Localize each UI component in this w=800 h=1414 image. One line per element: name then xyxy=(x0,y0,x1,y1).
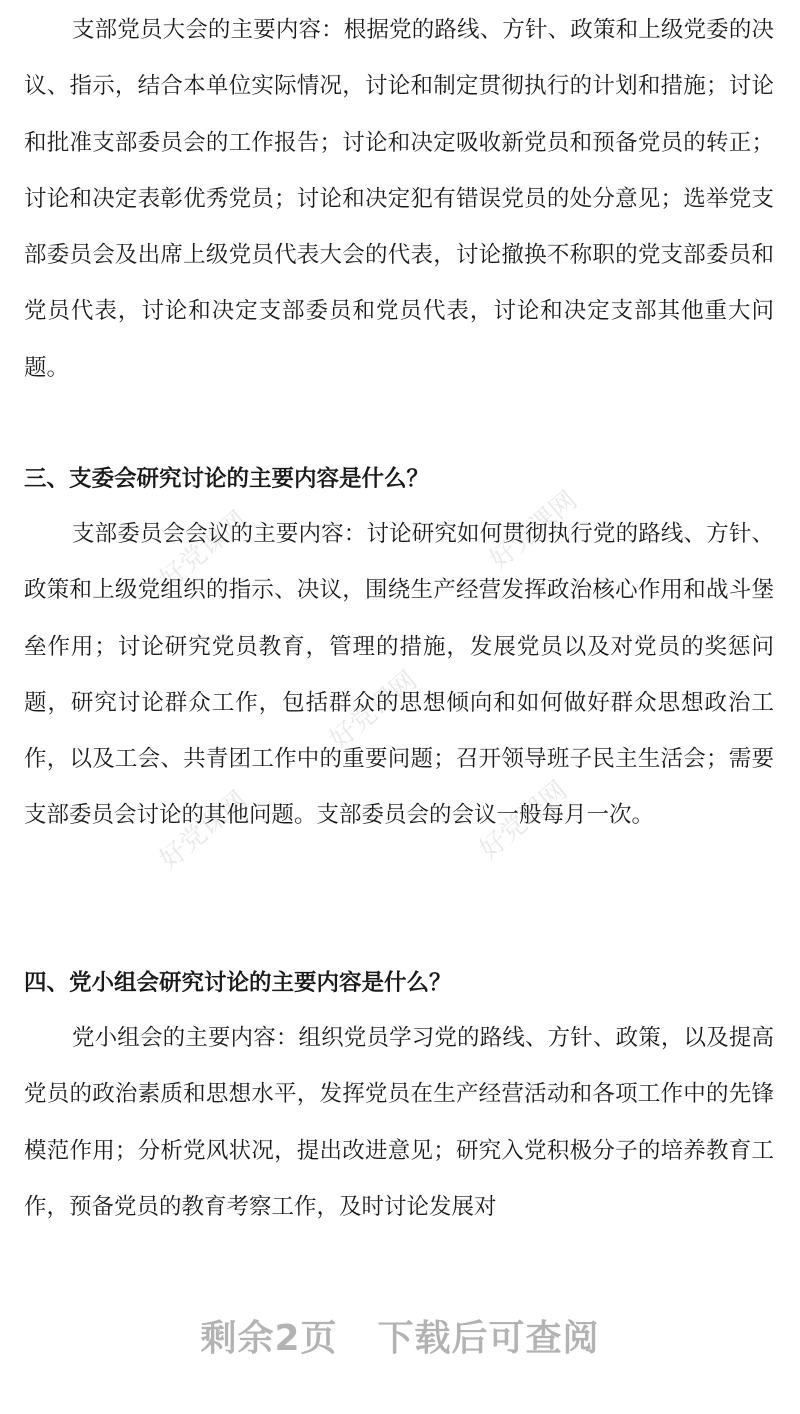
download-prompt[interactable] xyxy=(0,1310,800,1361)
watermark-text: 好党课网 xyxy=(154,785,254,876)
paragraph-committee-meeting: 支部委员会会议的主要内容：讨论研究如何贯彻执行党的路线、方针、政策和上级党组织的指示、决议，围绕生产经营发挥政治核心作用和战斗堡垒作用；讨论研究党员教育，管理的措施，发展党员以及对党员的奖惩问题，研究讨论群众工作，包括群众的思想倾向和如何做好群众思想政治工作，以及工会、共青团工作中的重要问题；召开领导班子民主生活会；需要支部委员会讨论的其他问题。支部委员会的会议一般每月一次。 xyxy=(24,521,774,829)
watermark-text: 好党课网 xyxy=(474,775,574,866)
section-heading-committee: 三、支委会研究讨论的主要内容是什么？ xyxy=(24,466,430,492)
watermark-text: 好党课网 xyxy=(324,665,424,756)
download-to-view-label: 下载后可查阅 xyxy=(377,1318,600,1359)
paragraph-group-meeting: 党小组会的主要内容：组织党员学习党的路线、方针、政策，以及提高党员的政治素质和思想水平，发挥党员在生产经营活动和各项工作中的先锋模范作用；分析党风状况，提出改进意见；研究入党积极分子的培养教育工作，预备党员的教育考察工作，及时讨论发展对 xyxy=(24,1025,774,1220)
watermark-text: 好党课网 xyxy=(484,485,584,576)
paragraph-branch-assembly: 支部党员大会的主要内容：根据党的路线、方针、政策和上级党委的决议、指示，结合本单位实际情况，讨论和制定贯彻执行的计划和措施；讨论和批准支部委员会的工作报告；讨论和决定吸收新党员和预备党员的转正；讨论和决定表彰优秀党员；讨论和决定犯有错误党员的处分意见；选举党支部委员会及出席上级党员代表大会的代表，讨论撤换不称职的党支部委员和党员代表，讨论和决定支部委员和党员代表，讨论和决定支部其他重大问题。 xyxy=(24,17,774,381)
watermark-text: 好党课网 xyxy=(154,505,254,596)
remaining-pages-label: 剩余2页 xyxy=(200,1318,338,1359)
section-heading-group-meeting: 四、党小组会研究讨论的主要内容是什么？ xyxy=(24,970,452,996)
